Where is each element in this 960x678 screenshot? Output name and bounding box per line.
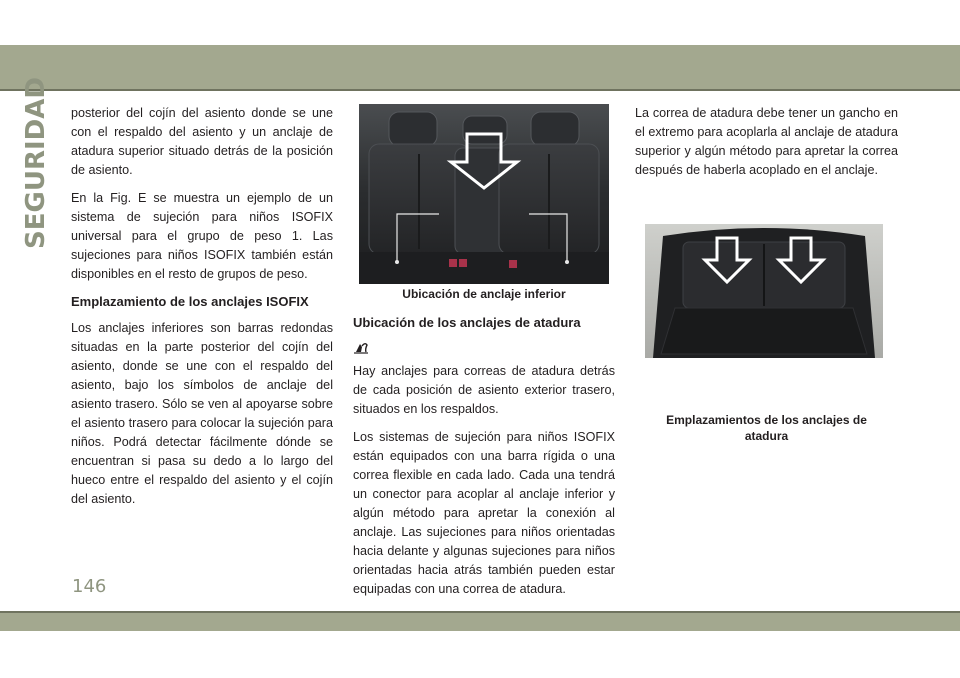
column-right xyxy=(635,104,898,444)
section-heading: Ubicación de los anclajes de atadura xyxy=(353,315,581,330)
paragraph: La correa de atadura debe tener un gancho en el extremo para acoplarla al anclaje de atadura superior y algún método para apretar la correa después de haberla acoplado en el anclaje. xyxy=(635,106,898,177)
rear-seat-lower-anchor-photo xyxy=(359,104,609,284)
column-middle xyxy=(353,104,615,608)
paragraph: Los anclajes inferiores son barras redondas situadas en la parte posterior del cojín del asiento, donde se une con el respaldo del asiento, bajo los símbolos de anclaje del asiento trasero. Sólo se ven al apoyarse sobre el asiento trasero para colocar la sujeción para niños. Podrá detectar fácilmente dónde se encuentran si pasa su dedo a lo largo del hueco entre el respaldo del asiento y el cojín del asiento. xyxy=(71,321,333,506)
header-band xyxy=(0,45,960,89)
figure-caption: Emplazamientos de los anclajes de atadura xyxy=(666,413,867,443)
figure-caption: Ubicación de anclaje inferior xyxy=(402,287,566,301)
section-tab-label: SEGURIDAD xyxy=(21,77,52,249)
page-number: 146 xyxy=(72,576,107,597)
tether-anchor-symbol-icon xyxy=(353,340,369,354)
header-rule xyxy=(0,89,960,91)
section-tab xyxy=(16,77,56,249)
paragraph: posterior del cojín del asiento donde se une con el respaldo del asiento y un anclaje de atadura superior situado detrás de la posición de asiento. xyxy=(71,106,333,177)
cargo-area-tether-anchor-photo xyxy=(645,224,883,358)
column-left xyxy=(71,104,333,518)
section-heading: Emplazamiento de los anclajes ISOFIX xyxy=(71,294,309,309)
paragraph: Hay anclajes para correas de atadura detrás de cada posición de asiento exterior trasero, situados en los respaldos. xyxy=(353,364,615,416)
footer-band xyxy=(0,613,960,631)
paragraph: En la Fig. E se muestra un ejemplo de un sistema de sujeción para niños ISOFIX universal para el grupo de peso 1. Las sujeciones para niños ISOFIX también están disponibles en el resto de grupos de peso. xyxy=(71,191,333,281)
paragraph: Los sistemas de sujeción para niños ISOFIX están equipados con una barra rígida o una correa flexible en cada lado. Cada una tendrá un conector para acoplar al anclaje inferior y algún método para apretar la conexión al anclaje. Las sujeciones para niños orientadas hacia delante y algunas sujeciones para niños orientadas hacia atrás también pueden estar equipadas con una correa de atadura. xyxy=(353,430,615,596)
